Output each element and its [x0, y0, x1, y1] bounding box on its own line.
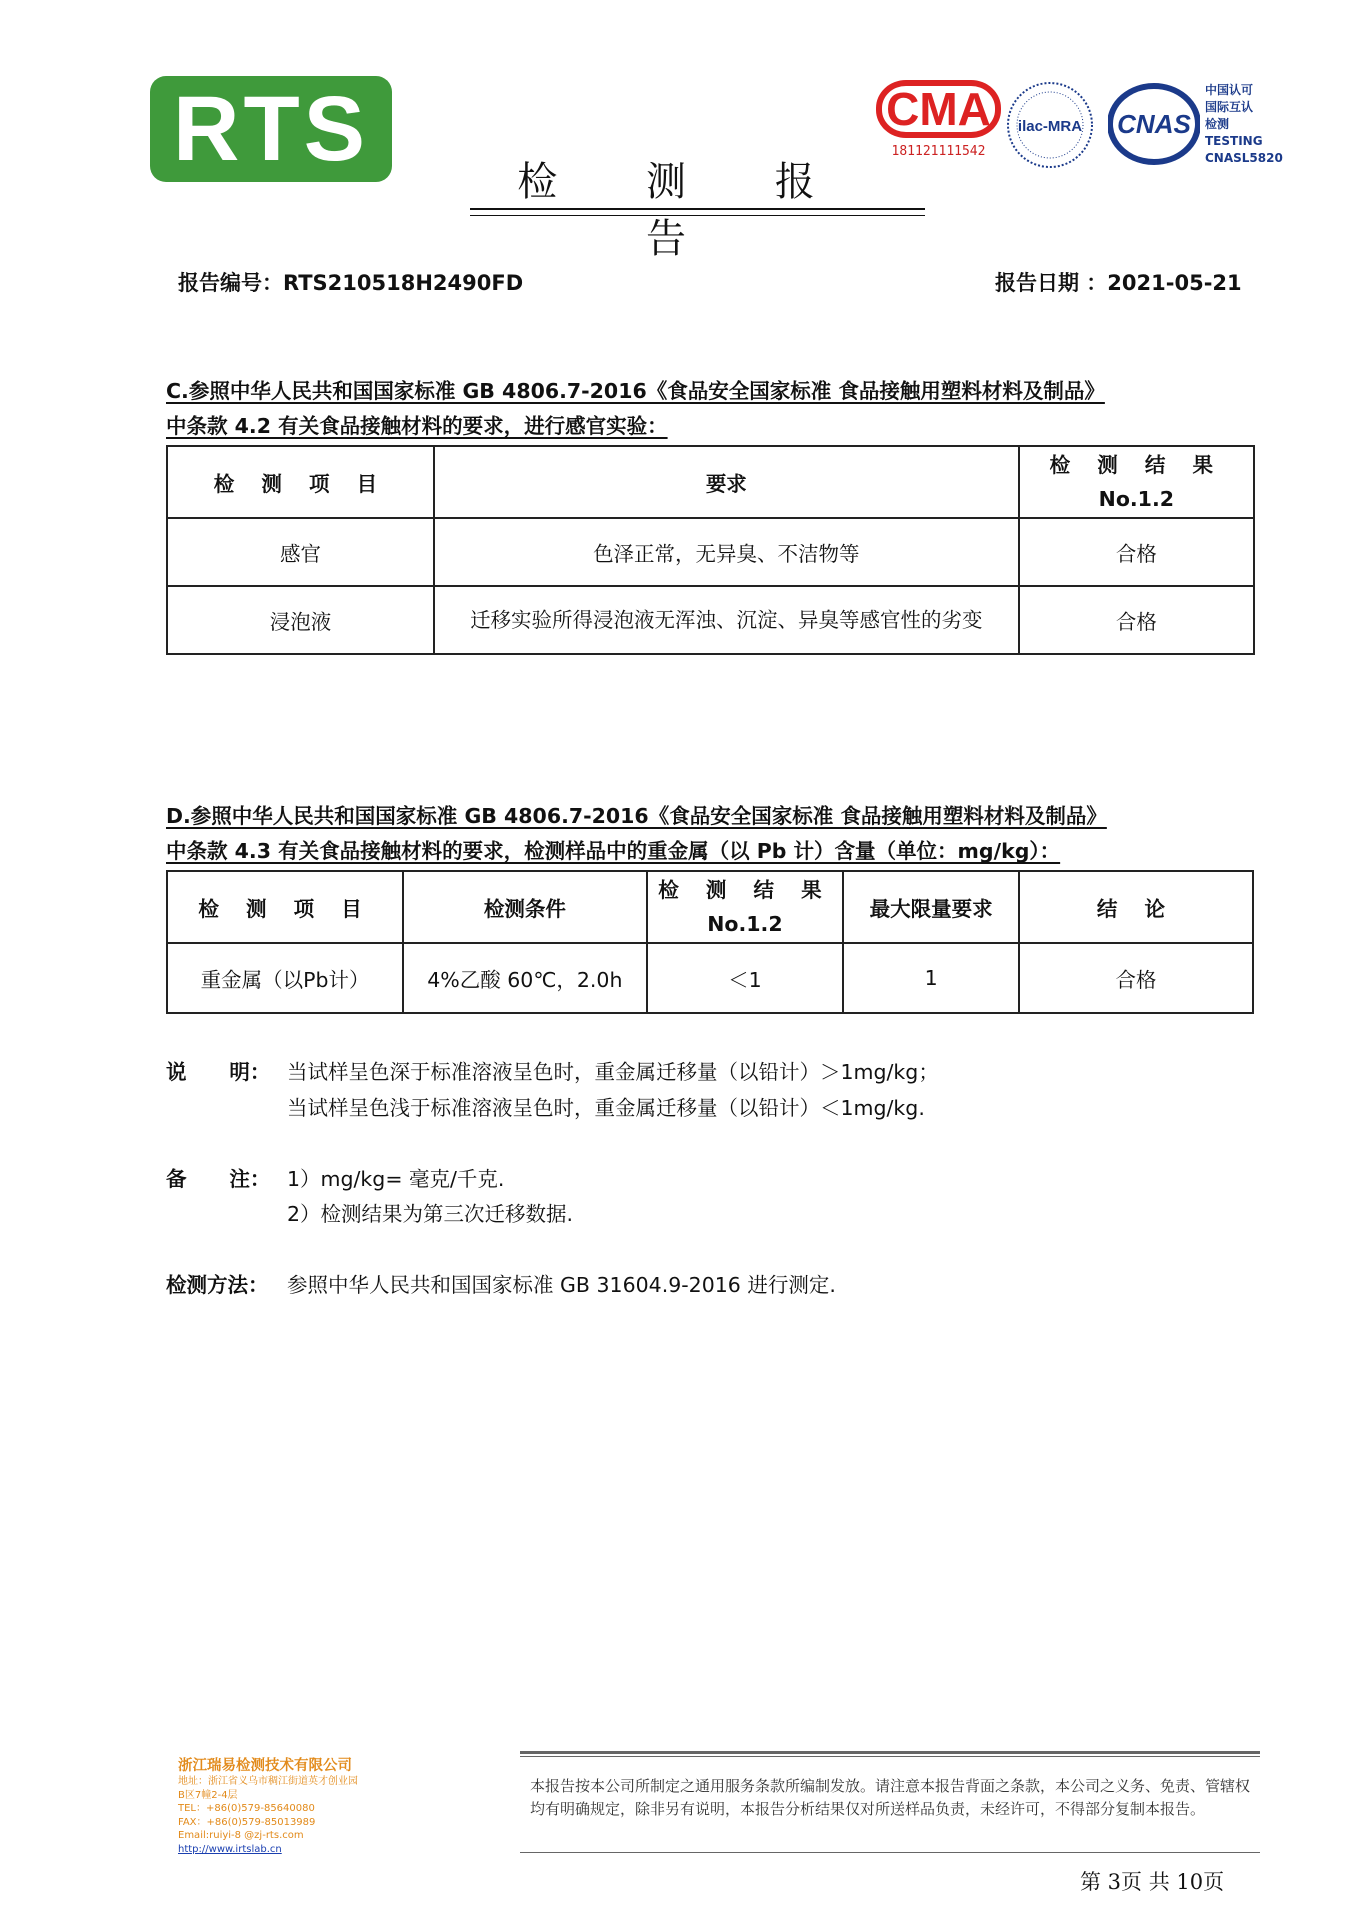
ilac-mra-label: ilac-MRA [1017, 118, 1083, 135]
footer-divider-thin [520, 1756, 1260, 1757]
company-fax: FAX：+86(0)579-85013989 [178, 1816, 316, 1828]
explanation-label: 说 明： [166, 1060, 271, 1084]
cnas-label: CNAS [1117, 109, 1191, 139]
cma-number: 181121111542 [891, 144, 986, 159]
cell-condition: 4%乙酸 60℃，2.0h [403, 943, 646, 1013]
title-divider-thin [470, 215, 925, 216]
cma-mark: CMA [876, 80, 1001, 138]
method-text: 参照中华人民共和国国家标准 GB 31604.9-2016 进行测定. [287, 1273, 836, 1297]
col-header-item: 检 测 项 目 [167, 871, 403, 943]
col-header-result: 检 测 结 果 No.1.2 [1019, 446, 1254, 518]
footer-divider [520, 1751, 1260, 1754]
cell-requirement: 色泽正常，无异臭、不洁物等 [434, 518, 1019, 586]
document-title: 检 测 报 告 [517, 159, 853, 262]
section-d-heading: D.参照中华人民共和国国家标准 GB 4806.7-2016《食品安全国家标准 食品接触用塑料材料及制品》 中条款 4.3 有关食品接触材料的要求，检测样品中的重金属（以 Pb 计）含量（单位：mg/kg）： [166, 804, 1107, 863]
remark-line-2: 2）检测结果为第三次迁移数据. [287, 1202, 574, 1226]
company-email: Email:ruiyi-8 @zj-rts.com [178, 1830, 304, 1841]
cell-conclusion: 合格 [1019, 943, 1253, 1013]
rts-logo: RTS [150, 76, 392, 182]
section-c-heading: C.参照中华人民共和国国家标准 GB 4806.7-2016《食品安全国家标准 食品接触用塑料材料及制品》 中条款 4.2 有关食品接触材料的要求，进行感官实验： [166, 379, 1105, 438]
sensory-test-table [166, 445, 1255, 655]
cell-result: ＜1 [647, 943, 844, 1013]
col-header-conclusion: 结 论 [1019, 871, 1253, 943]
table-row [167, 518, 1254, 586]
table-row [167, 586, 1254, 654]
col-header-item: 检 测 项 目 [167, 446, 434, 518]
company-website-link[interactable]: http://www.irtslab.cn [178, 1843, 282, 1855]
remark-label: 备 注： [166, 1167, 271, 1191]
cnas-accreditation-text: 中国认可 国际互认 检测 TESTING CNASL5820 [1205, 83, 1283, 165]
cell-item: 重金属（以Pb计） [167, 943, 403, 1013]
remark-line-1: 1）mg/kg= 毫克/千克. [287, 1167, 505, 1191]
explanation-line-2: 当试样呈色浅于标准溶液呈色时，重金属迁移量（以铅计）＜1mg/kg. [287, 1096, 925, 1120]
cell-result: 合格 [1019, 518, 1254, 586]
title-divider [470, 208, 925, 210]
col-header-requirement: 要求 [434, 446, 1019, 518]
ilac-mra-seal [1005, 80, 1095, 170]
table-row [167, 943, 1253, 1013]
company-address-2: B区7幢2-4层 [178, 1789, 238, 1801]
company-name: 浙江瑞易检测技术有限公司 [178, 1758, 352, 1774]
company-contact [178, 1775, 358, 1856]
col-header-result: 检 测 结 果 No.1.2 [647, 871, 844, 943]
report-number: 报告编号：RTS210518H2490FD [178, 271, 524, 295]
col-header-limit: 最大限量要求 [843, 871, 1019, 943]
col-header-condition: 检测条件 [403, 871, 646, 943]
method-label: 检测方法： [166, 1273, 269, 1297]
disclaimer-text: 本报告按本公司所制定之通用服务条款所编制发放。请注意本报告背面之条款，本公司之义务、免责、管辖权均有明确规定，除非另有说明，本报告分析结果仅对所送样品负责，未经许可，不得部分复制本报告。 [530, 1777, 1251, 1818]
footer-bottom-divider [520, 1852, 1260, 1853]
company-address: 地址：浙江省义乌市稠江街道英才创业园 [178, 1776, 358, 1787]
explanation-line-1: 当试样呈色深于标准溶液呈色时，重金属迁移量（以铅计）＞1mg/kg； [287, 1060, 939, 1084]
page-number: 第 3页 共 10页 [1080, 1870, 1225, 1894]
company-tel: TEL：+86(0)579-85640080 [178, 1803, 315, 1814]
cell-result: 合格 [1019, 586, 1254, 654]
cell-item: 感官 [167, 518, 434, 586]
cell-limit: 1 [843, 943, 1019, 1013]
cnas-seal [1108, 83, 1200, 165]
cell-requirement: 迁移实验所得浸泡液无浑浊、沉淀、异臭等感官性的劣变 [434, 586, 1019, 654]
cell-item: 浸泡液 [167, 586, 434, 654]
report-date: 报告日期 ：2021-05-21 [995, 271, 1242, 295]
heavy-metal-table [166, 870, 1254, 1014]
